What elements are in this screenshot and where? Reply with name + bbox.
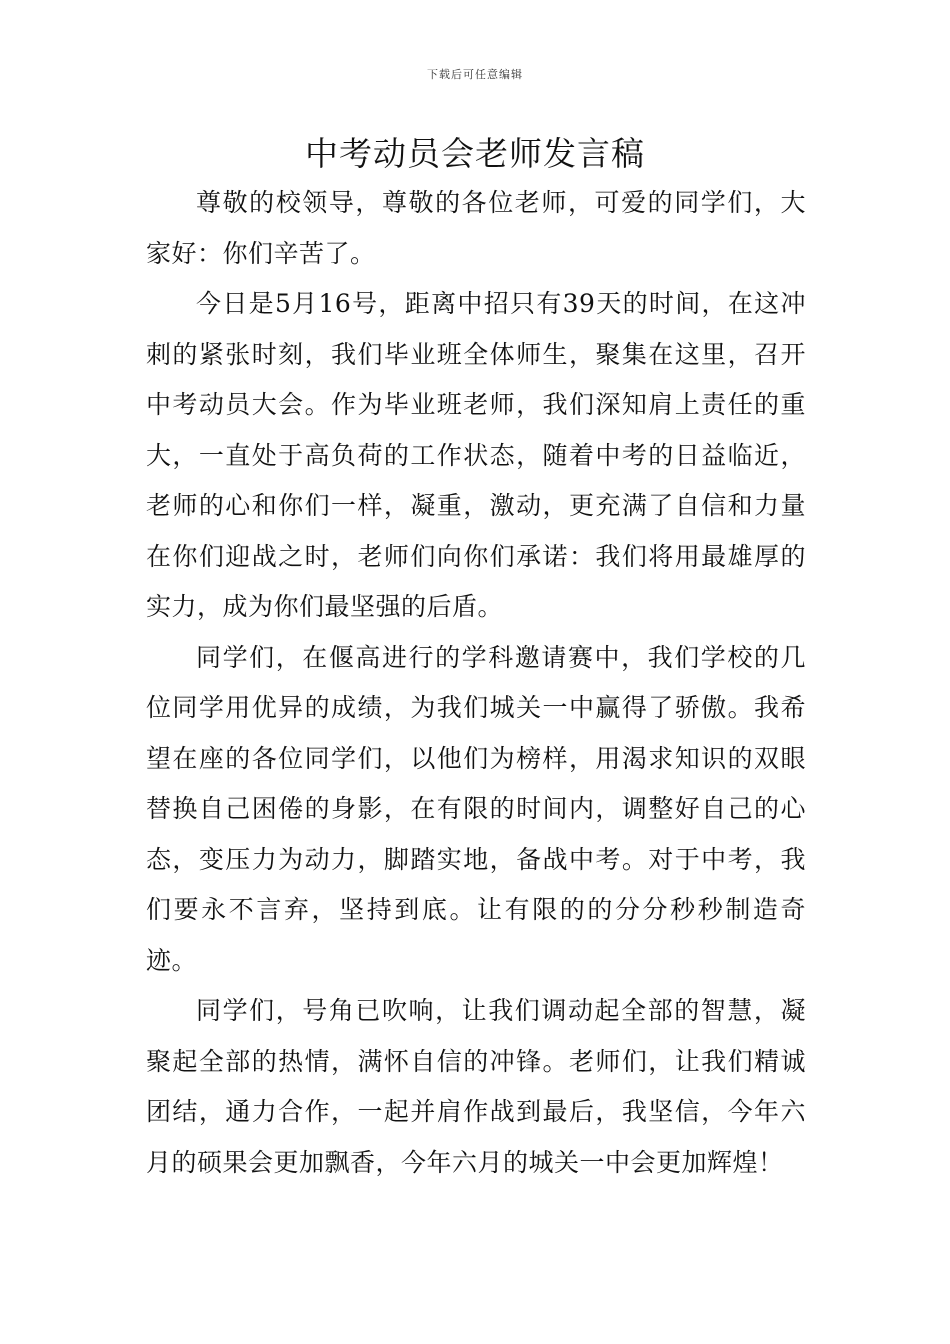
paragraph-encouragement: 同学们，在偃高进行的学科邀请赛中，我们学校的几位同学用优异的成绩，为我们城关一中赢得了骄傲。我希望在座的各位同学们，以他们为榜样，用渴求知识的双眼替换自己困倦的身影，在有限的时间内，调整好自己的心态，变压力为动力，脚踏实地，备战中考。对于中考，我们要永不言弃，坚持到底。让有限的的分分秒秒制造奇迹。 bbox=[146, 642, 806, 975]
document-title: 中考动员会老师发言稿 bbox=[305, 134, 645, 173]
paragraph-countdown: 今日是5月16号，距离中招只有39天的时间，在这冲刺的紧张时刻，我们毕业班全体师生，聚集在这里，召开中考动员大会。作为毕业班老师，我们深知肩上责任的重大，一直处于高负荷的工作状态，随着中考的日益临近，老师的心和你们一样，凝重，激动，更充满了自信和力量在你们迎战之时，老师们向你们承诺：我们将用最雄厚的实力，成为你们最坚强的后盾。 bbox=[146, 289, 806, 621]
paragraph-closing: 同学们，号角已吹响，让我们调动起全部的智慧，凝聚起全部的热情，满怀自信的冲锋。老师们，让我们精诚团结，通力合作，一起并肩作战到最后，我坚信，今年六月的硕果会更加飘香，今年六月的城关一中会更加辉煌！ bbox=[146, 996, 806, 1177]
header-note: 下载后可任意编辑 bbox=[427, 68, 523, 81]
document-body bbox=[146, 178, 806, 1188]
paragraph-greeting: 尊敬的校领导，尊敬的各位老师，可爱的同学们，大家好：你们辛苦了。 bbox=[146, 188, 806, 268]
